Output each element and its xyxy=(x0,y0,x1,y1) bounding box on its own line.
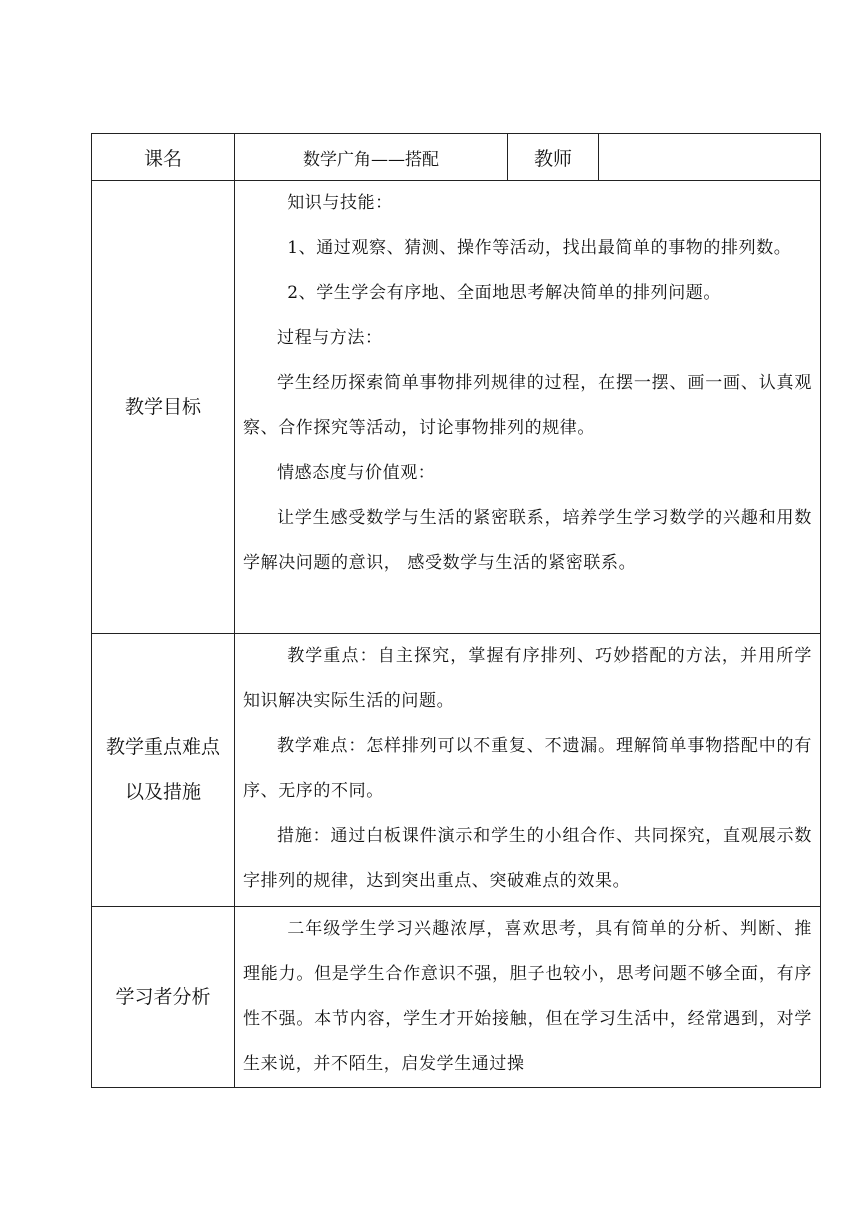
key-points-row xyxy=(92,634,821,907)
learner-analysis-row xyxy=(92,907,821,1088)
key-points-label-line2: 以及措施 xyxy=(124,781,201,803)
key-points-content xyxy=(235,634,821,907)
goal-paragraph: 1、通过观察、猜测、操作等活动，找出最简单的事物的排列数。 xyxy=(287,238,792,258)
key-point-paragraph: 措施：通过白板课件演示和学生的小组合作、共同探究，直观展示数字排列的规律，达到突出重点、突破难点的效果。 xyxy=(243,826,812,891)
learner-analysis-label: 学习者分析 xyxy=(92,907,235,1088)
teacher-label: 教师 xyxy=(508,134,599,181)
lesson-plan-table xyxy=(91,133,821,1088)
goal-paragraph: 学生经历探索简单事物排列规律的过程，在摆一摆、画一画、认真观察、合作探究等活动，讨论事物排列的规律。 xyxy=(243,373,812,438)
key-point-paragraph: 教学难点：怎样排列可以不重复、不遗漏。理解简单事物搭配中的有序、无序的不同。 xyxy=(243,736,812,801)
goal-paragraph: 2、学生学会有序地、全面地思考解决简单的排列问题。 xyxy=(287,283,722,303)
header-row xyxy=(92,134,821,181)
learner-paragraph: 二年级学生学习兴趣浓厚，喜欢思考，具有简单的分析、判断、推理能力。但是学生合作意识不强，胆子也较小，思考问题不够全面，有序性不强。本节内容，学生才开始接触，但在学习生活中，经常遇到，对学生来说，并不陌生，启发学生通过操 xyxy=(243,919,812,1074)
goal-paragraph: 知识与技能： xyxy=(287,193,393,213)
teaching-goals-content xyxy=(235,181,821,634)
teaching-goals-label: 教学目标 xyxy=(92,181,235,634)
goal-paragraph: 让学生感受数学与生活的紧密联系，培养学生学习数学的兴趣和用数学解决问题的意识， 感受数学与生活的紧密联系。 xyxy=(243,508,812,573)
learner-analysis-content xyxy=(235,907,821,1088)
course-name-label: 课名 xyxy=(92,134,235,181)
course-name-value: 数学广角——搭配 xyxy=(235,134,508,181)
key-points-label-line1: 教学重点难点 xyxy=(105,736,220,758)
teacher-value xyxy=(599,134,821,181)
goal-paragraph: 情感态度与价值观： xyxy=(277,463,436,483)
teaching-goals-row xyxy=(92,181,821,634)
key-points-label xyxy=(92,634,235,907)
key-point-paragraph: 教学重点：自主探究，掌握有序排列、巧妙搭配的方法，并用所学知识解决实际生活的问题。 xyxy=(243,646,812,711)
goal-paragraph: 过程与方法： xyxy=(277,328,383,348)
